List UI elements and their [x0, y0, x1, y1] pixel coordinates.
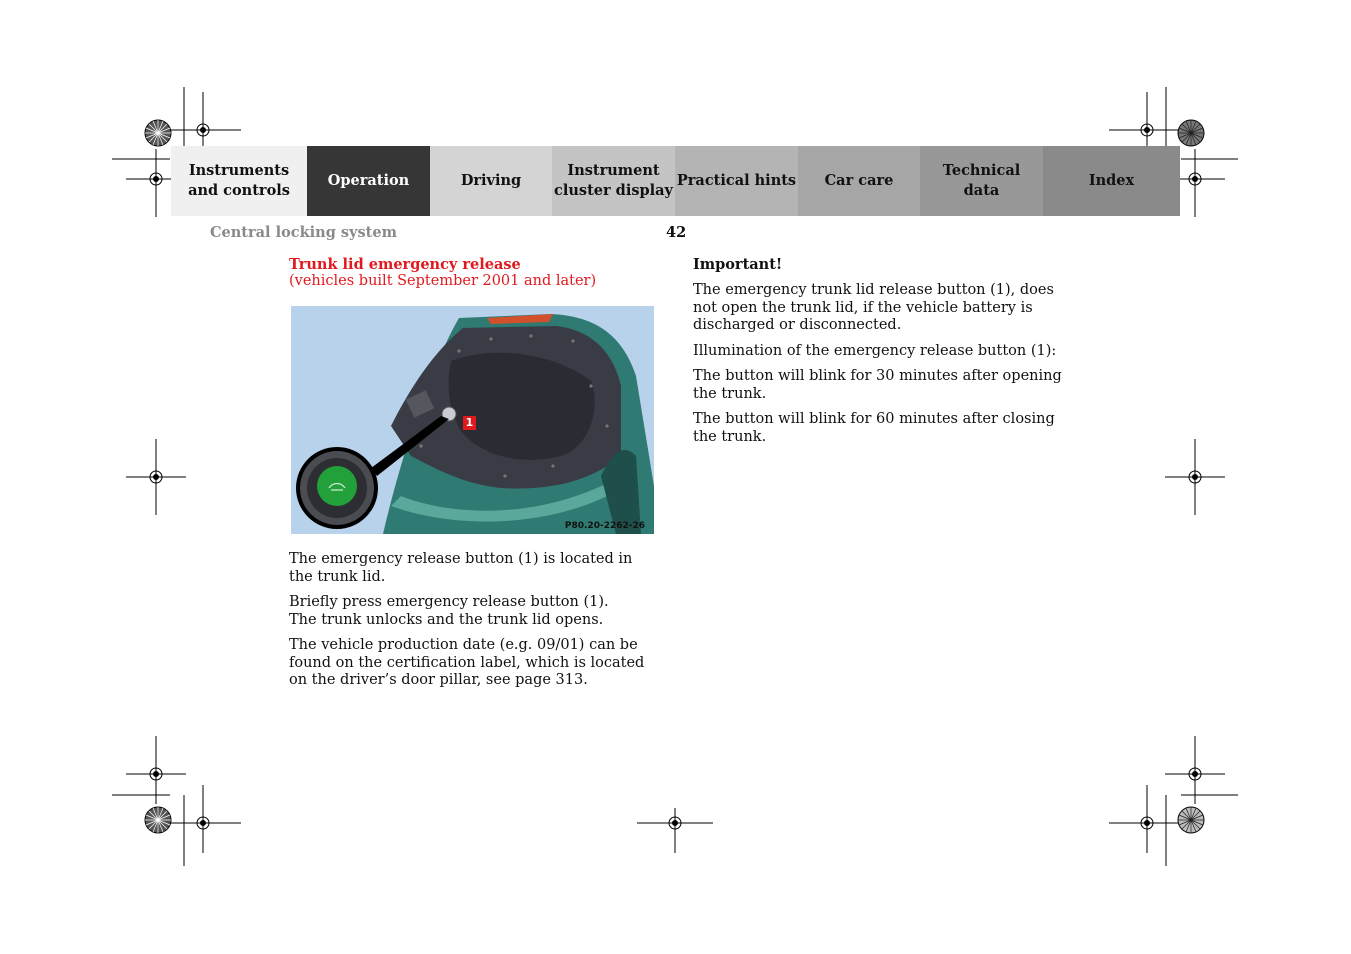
tab-instrument-cluster-display[interactable]: Instrument cluster display	[552, 146, 675, 216]
tab-index[interactable]: Index	[1043, 146, 1180, 216]
left-column	[289, 256, 657, 290]
chapter-tabs	[171, 146, 1180, 216]
section-title: Central locking system	[210, 224, 397, 241]
tab-driving[interactable]: Driving	[430, 146, 552, 216]
trunk-lid-illustration	[291, 306, 654, 534]
left-body-text	[289, 551, 657, 698]
important-heading: Important!	[693, 256, 783, 273]
page-number: 42	[666, 224, 687, 241]
tab-instruments-and-controls[interactable]: Instruments and controls	[171, 146, 307, 216]
section-heading: Trunk lid emergency release	[289, 256, 521, 273]
tab-car-care[interactable]: Car care	[798, 146, 920, 216]
tab-technical-data[interactable]: Technical data	[920, 146, 1043, 216]
paragraph-press: Briefly press emergency release button (1). The trunk unlocks and the trunk lid opens.	[289, 594, 609, 628]
paragraph-illumination: Illumination of the emergency release button (1):	[693, 342, 1057, 359]
paragraph-production-date: The vehicle production date (e.g. 09/01) can be found on the certification label, which is located on the driver’s door pillar, see page 313.	[289, 637, 645, 688]
paragraph-blink-closing: The button will blink for 60 minutes after closing the trunk.	[693, 411, 1055, 445]
right-column	[693, 256, 1065, 454]
paragraph-blink-opening: The button will blink for 30 minutes after opening the trunk.	[693, 368, 1062, 402]
section-subheading: (vehicles built September 2001 and later)	[289, 273, 597, 289]
tab-practical-hints[interactable]: Practical hints	[675, 146, 798, 216]
tab-operation[interactable]: Operation	[307, 146, 430, 216]
paragraph-location: The emergency release button (1) is located in the trunk lid.	[289, 551, 633, 585]
callout-label-1: 1	[463, 416, 476, 430]
paragraph-battery-note: The emergency trunk lid release button (1), does not open the trunk lid, if the vehicle battery is discharged or disconnected.	[693, 282, 1054, 333]
figure-code: P80.20-2262-26	[564, 521, 645, 531]
